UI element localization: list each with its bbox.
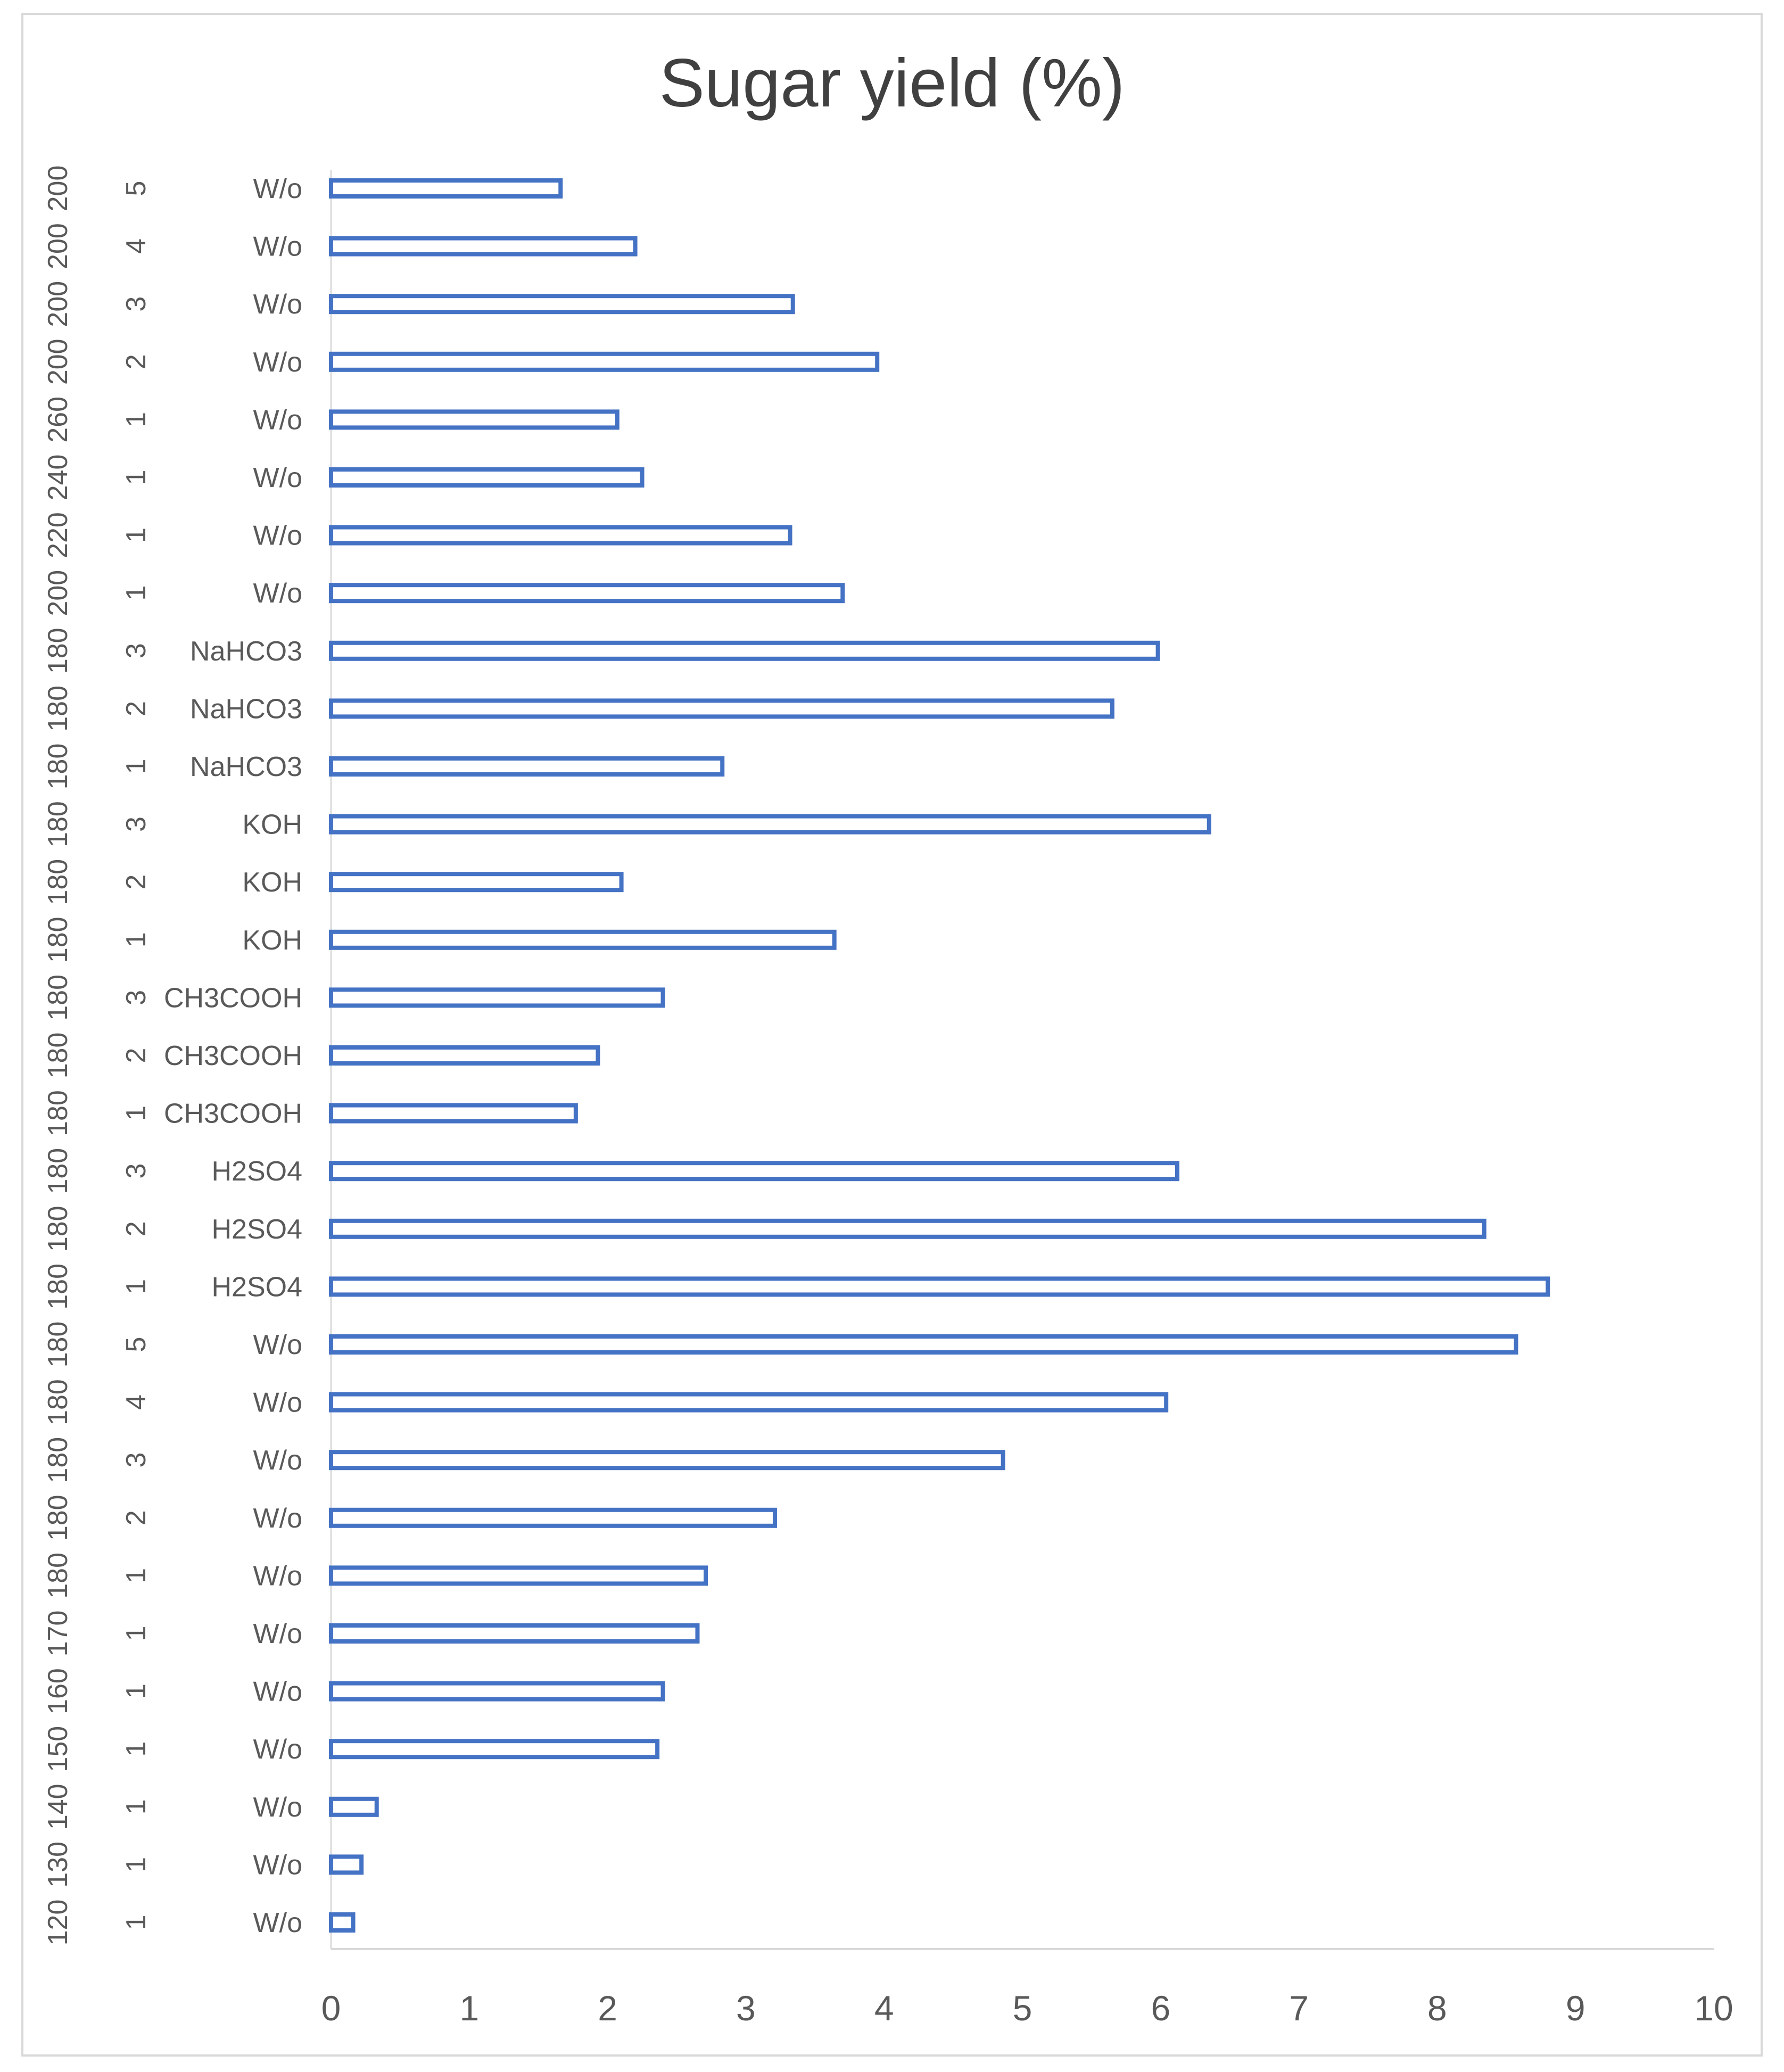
category-label-temperature: 180 bbox=[43, 1495, 73, 1541]
x-tick-label: 1 bbox=[459, 1988, 480, 2028]
category-label-temperature: 180 bbox=[43, 917, 73, 963]
chart-title: Sugar yield (%) bbox=[659, 45, 1125, 121]
bar bbox=[331, 1452, 1003, 1468]
category-label-time: 3 bbox=[121, 296, 152, 312]
bar bbox=[331, 1625, 697, 1641]
x-tick-label: 0 bbox=[321, 1988, 341, 2028]
category-label-temperature: 200 bbox=[43, 339, 73, 385]
bar bbox=[331, 1510, 775, 1526]
category-label-time: 1 bbox=[121, 932, 152, 948]
category-label-time: 4 bbox=[121, 238, 152, 254]
bar bbox=[331, 1683, 663, 1699]
bar bbox=[331, 180, 560, 196]
bar bbox=[331, 354, 877, 370]
category-label-temperature: 180 bbox=[43, 1321, 73, 1368]
category-label-time: 2 bbox=[121, 874, 152, 890]
bar bbox=[331, 700, 1112, 716]
category-label-time: 1 bbox=[121, 1741, 152, 1757]
category-label-time: 3 bbox=[121, 816, 152, 832]
bar bbox=[331, 1336, 1516, 1352]
category-label-catalyst: W/o bbox=[253, 1561, 302, 1592]
category-label-time: 2 bbox=[121, 1047, 152, 1063]
category-label-catalyst: W/o bbox=[253, 1850, 302, 1881]
x-tick-label: 8 bbox=[1427, 1988, 1447, 2028]
bar bbox=[331, 527, 790, 543]
category-label-catalyst: CH3COOH bbox=[163, 1041, 302, 1071]
bar bbox=[331, 1914, 353, 1930]
category-label-catalyst: NaHCO3 bbox=[190, 694, 302, 725]
bar bbox=[331, 585, 843, 601]
category-label-catalyst: W/o bbox=[253, 463, 302, 493]
category-label-time: 2 bbox=[121, 1221, 152, 1237]
category-label-catalyst: H2SO4 bbox=[211, 1214, 302, 1245]
category-label-catalyst: W/o bbox=[253, 1792, 302, 1823]
x-tick-label: 5 bbox=[1012, 1988, 1033, 2028]
category-label-time: 1 bbox=[121, 1567, 152, 1583]
category-label-temperature: 180 bbox=[43, 1148, 73, 1194]
category-label-catalyst: W/o bbox=[253, 174, 302, 204]
bar bbox=[331, 1278, 1548, 1294]
category-label-time: 1 bbox=[121, 1799, 152, 1815]
category-label-catalyst: W/o bbox=[253, 405, 302, 436]
category-label-temperature: 180 bbox=[43, 858, 73, 905]
bar bbox=[331, 874, 622, 890]
category-label-time: 1 bbox=[121, 1625, 152, 1641]
category-label-temperature: 180 bbox=[43, 628, 73, 674]
bar bbox=[331, 643, 1158, 659]
category-labels bbox=[43, 166, 302, 1946]
category-label-time: 1 bbox=[121, 1105, 152, 1121]
category-label-temperature: 180 bbox=[43, 743, 73, 790]
category-label-temperature: 180 bbox=[43, 1206, 73, 1252]
category-label-time: 3 bbox=[121, 643, 152, 659]
category-label-time: 3 bbox=[121, 1163, 152, 1179]
category-label-catalyst: H2SO4 bbox=[211, 1272, 302, 1303]
category-label-time: 2 bbox=[121, 354, 152, 370]
category-label-catalyst: H2SO4 bbox=[211, 1156, 302, 1187]
x-axis-ticks bbox=[321, 1988, 1733, 2028]
category-label-temperature: 180 bbox=[43, 1379, 73, 1425]
category-label-temperature: 180 bbox=[43, 801, 73, 847]
category-label-temperature: 180 bbox=[43, 1553, 73, 1599]
category-label-catalyst: W/o bbox=[253, 578, 302, 609]
category-label-catalyst: NaHCO3 bbox=[190, 635, 302, 667]
category-label-catalyst: W/o bbox=[253, 1734, 302, 1765]
category-label-temperature: 180 bbox=[43, 975, 73, 1021]
category-label-temperature: 140 bbox=[43, 1784, 73, 1830]
category-label-catalyst: W/o bbox=[253, 346, 302, 378]
category-label-catalyst: W/o bbox=[253, 231, 302, 262]
category-label-catalyst: W/o bbox=[253, 1908, 302, 1938]
category-label-catalyst: W/o bbox=[253, 1503, 302, 1534]
category-label-catalyst: KOH bbox=[242, 924, 302, 956]
category-label-catalyst: W/o bbox=[253, 289, 302, 320]
category-label-temperature: 260 bbox=[43, 397, 73, 443]
category-label-catalyst: KOH bbox=[242, 809, 302, 840]
bar bbox=[331, 989, 663, 1005]
category-label-catalyst: W/o bbox=[253, 1387, 302, 1418]
category-label-temperature: 180 bbox=[43, 686, 73, 732]
bar bbox=[331, 758, 722, 774]
bar bbox=[331, 1799, 377, 1815]
bar bbox=[331, 1047, 598, 1063]
bar bbox=[331, 411, 617, 427]
category-label-time: 2 bbox=[121, 700, 152, 716]
category-label-temperature: 200 bbox=[43, 569, 73, 616]
category-label-time: 1 bbox=[121, 469, 152, 485]
category-label-time: 5 bbox=[121, 180, 152, 196]
x-tick-label: 7 bbox=[1289, 1988, 1309, 2028]
category-label-time: 2 bbox=[121, 1510, 152, 1526]
category-label-time: 1 bbox=[121, 411, 152, 427]
category-label-catalyst: CH3COOH bbox=[163, 983, 302, 1014]
bar bbox=[331, 932, 835, 948]
category-label-time: 1 bbox=[121, 585, 152, 601]
category-label-catalyst: W/o bbox=[253, 1619, 302, 1649]
bar bbox=[331, 1163, 1177, 1179]
category-label-time: 1 bbox=[121, 1856, 152, 1872]
category-label-catalyst: W/o bbox=[253, 1676, 302, 1707]
category-label-time: 1 bbox=[121, 1683, 152, 1699]
category-label-temperature: 240 bbox=[43, 454, 73, 501]
bar bbox=[331, 469, 642, 485]
category-label-time: 3 bbox=[121, 989, 152, 1005]
category-label-time: 1 bbox=[121, 527, 152, 543]
category-label-temperature: 160 bbox=[43, 1668, 73, 1714]
category-label-catalyst: NaHCO3 bbox=[190, 752, 302, 782]
category-label-catalyst: CH3COOH bbox=[163, 1098, 302, 1129]
bar-series bbox=[331, 180, 1548, 1930]
bar bbox=[331, 816, 1209, 832]
x-tick-label: 9 bbox=[1565, 1988, 1585, 2028]
category-label-catalyst: KOH bbox=[242, 867, 302, 898]
bar bbox=[331, 1105, 576, 1121]
x-tick-label: 2 bbox=[598, 1988, 617, 2028]
x-tick-label: 10 bbox=[1694, 1988, 1733, 2028]
category-label-time: 3 bbox=[121, 1452, 152, 1468]
category-label-temperature: 180 bbox=[43, 1032, 73, 1079]
category-label-time: 1 bbox=[121, 1278, 152, 1294]
bar bbox=[331, 1567, 706, 1583]
category-label-catalyst: W/o bbox=[253, 1330, 302, 1360]
category-label-temperature: 180 bbox=[43, 1437, 73, 1483]
category-label-temperature: 120 bbox=[43, 1899, 73, 1946]
x-tick-label: 3 bbox=[736, 1988, 756, 2028]
x-tick-label: 6 bbox=[1151, 1988, 1171, 2028]
category-label-temperature: 200 bbox=[43, 280, 73, 327]
category-label-time: 5 bbox=[121, 1336, 152, 1352]
bar bbox=[331, 296, 793, 312]
category-label-catalyst: W/o bbox=[253, 1445, 302, 1476]
category-label-temperature: 200 bbox=[43, 165, 73, 212]
bar bbox=[331, 1741, 657, 1757]
category-label-time: 1 bbox=[121, 758, 152, 774]
x-tick-label: 4 bbox=[874, 1988, 894, 2028]
category-label-temperature: 130 bbox=[43, 1842, 73, 1888]
category-label-temperature: 150 bbox=[43, 1726, 73, 1772]
category-label-time: 1 bbox=[121, 1914, 152, 1930]
category-label-temperature: 180 bbox=[43, 1090, 73, 1136]
category-label-temperature: 170 bbox=[43, 1610, 73, 1657]
category-label-temperature: 180 bbox=[43, 1264, 73, 1310]
bar bbox=[331, 1394, 1166, 1410]
bar bbox=[331, 238, 635, 254]
bar bbox=[331, 1856, 361, 1872]
bar bbox=[331, 1221, 1484, 1237]
category-label-temperature: 200 bbox=[43, 223, 73, 269]
category-label-temperature: 220 bbox=[43, 512, 73, 558]
category-label-time: 4 bbox=[121, 1394, 152, 1410]
category-label-catalyst: W/o bbox=[253, 520, 302, 551]
